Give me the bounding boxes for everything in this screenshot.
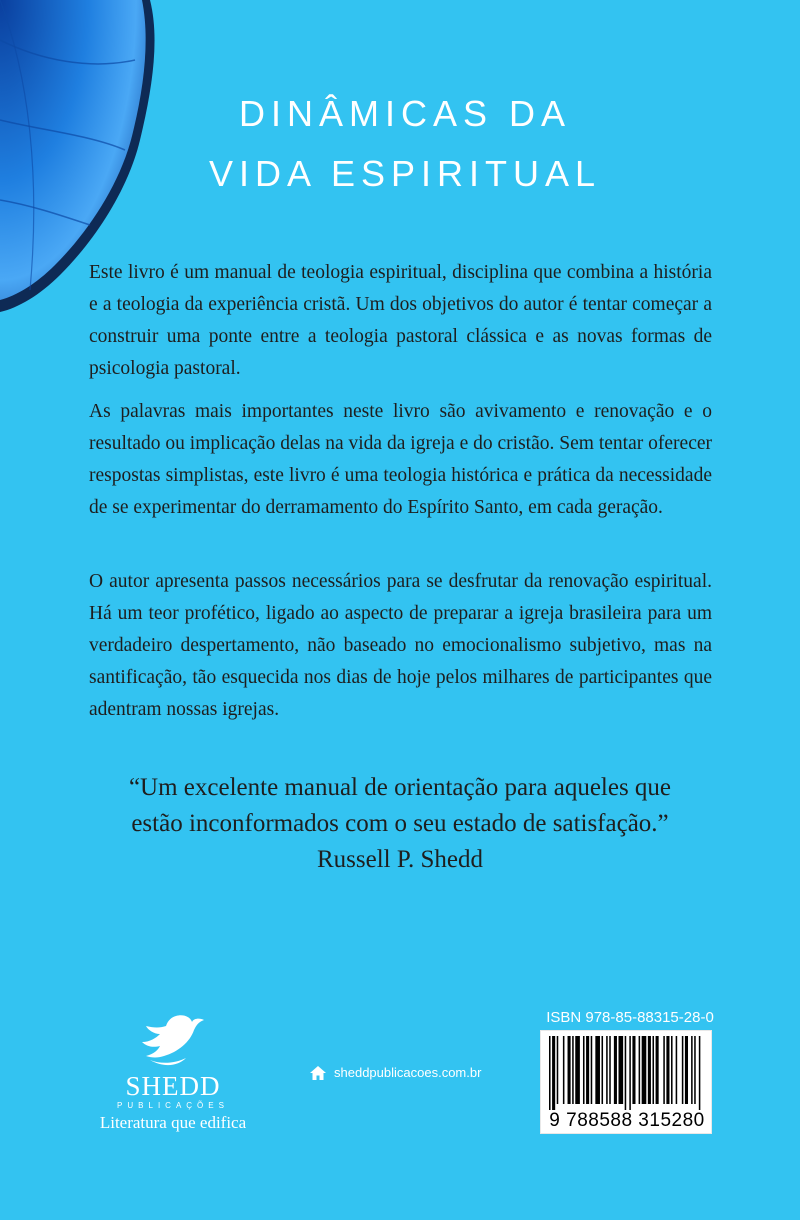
publisher-tagline: Literatura que edifica — [99, 1113, 247, 1132]
barcode-bar — [648, 1036, 651, 1104]
barcode-bar — [642, 1036, 647, 1104]
barcode-bar — [595, 1036, 600, 1104]
barcode-bar — [583, 1036, 585, 1104]
title-line-1: DINÂMICAS DA — [238, 93, 572, 134]
barcode-bar — [671, 1036, 673, 1104]
paragraph-text: Este livro é um manual de teologia espiritual, disciplina que combina a história e a teologia da experiência cristã. Um dos objetivos do autor é tentar começar a construir uma ponte entre a teologia pastoral clássica e as novas formas de psicologia pastoral. — [89, 262, 712, 379]
barcode-bar — [602, 1036, 604, 1104]
barcode-bar — [552, 1036, 555, 1110]
publisher-name: SHEDD — [125, 1071, 221, 1101]
barcode-bar — [632, 1036, 635, 1104]
barcode-bar — [676, 1036, 678, 1104]
barcode-bar — [575, 1036, 580, 1104]
barcode-bar — [629, 1036, 631, 1110]
barcode-bar — [625, 1036, 627, 1110]
barcode-bar — [586, 1036, 589, 1104]
barcode-bar — [606, 1036, 608, 1104]
barcode-bar — [572, 1036, 574, 1104]
barcode-bar — [614, 1036, 617, 1104]
barcode-bar — [563, 1036, 565, 1104]
home-icon — [310, 1066, 326, 1080]
barcode-bar — [685, 1036, 688, 1104]
publisher-logo — [88, 1012, 258, 1134]
barcode-bar — [549, 1036, 551, 1110]
description-paragraph-2 — [89, 396, 712, 524]
paragraph-text: As palavras mais importantes neste livro são avivamento e renovação e o resultado ou implicação delas na vida da igreja e do cristão. Sem tentar oferecer respostas simplistas, este livro é uma teologia histórica e prática da necessidade de se experimentar do derramamento do Espírito Santo, em cada geração. — [89, 401, 712, 518]
barcode — [540, 1030, 712, 1134]
barcode-bar — [568, 1036, 571, 1104]
barcode-bar — [663, 1036, 665, 1104]
title-line-2: VIDA ESPIRITUAL — [208, 153, 602, 194]
description-paragraph-3 — [89, 566, 712, 726]
endorsement-quote — [60, 770, 740, 878]
quote-author: Russell P. Shedd — [316, 846, 483, 873]
barcode-bar — [557, 1036, 559, 1104]
barcode-bar — [652, 1036, 654, 1104]
barcode-bar — [656, 1036, 659, 1104]
website-url: sheddpublicacoes.com.br — [334, 1065, 482, 1080]
barcode-bar — [691, 1036, 693, 1104]
paragraph-text: O autor apresenta passos necessários para se desfrutar da renovação espiritual. Há um teor profético, ligado ao aspecto de preparar a igreja brasileira para um verdadeiro despertamento, não baseado no emocionalismo subjetivo, mas na santificação, tão esquecida nos dias de hoje pelos milhares de participantes que adentram nossas igrejas. — [89, 571, 712, 720]
barcode-bar — [639, 1036, 641, 1104]
barcode-bars — [549, 1036, 705, 1110]
quote-line-2: estão inconformados com o seu estado de satisfação.” — [131, 810, 669, 837]
barcode-digits: 9 788588 315280 — [549, 1110, 705, 1131]
barcode-bar — [609, 1036, 611, 1104]
barcode-bar — [666, 1036, 669, 1104]
website-link[interactable] — [310, 1064, 481, 1082]
barcode-bar — [619, 1036, 624, 1104]
quote-line-1: “Um excelente manual de orientação para aqueles que — [128, 774, 672, 801]
barcode-bar — [591, 1036, 593, 1104]
barcode-bar — [694, 1036, 696, 1104]
dove-icon — [138, 1012, 208, 1070]
description-paragraph-1 — [89, 257, 712, 385]
publisher-subtitle: PUBLICAÇÕES — [117, 1101, 229, 1110]
barcode-bar — [699, 1036, 701, 1110]
isbn-label: ISBN 978-85-88315-28-0 — [546, 1009, 714, 1026]
barcode-bar — [682, 1036, 684, 1104]
